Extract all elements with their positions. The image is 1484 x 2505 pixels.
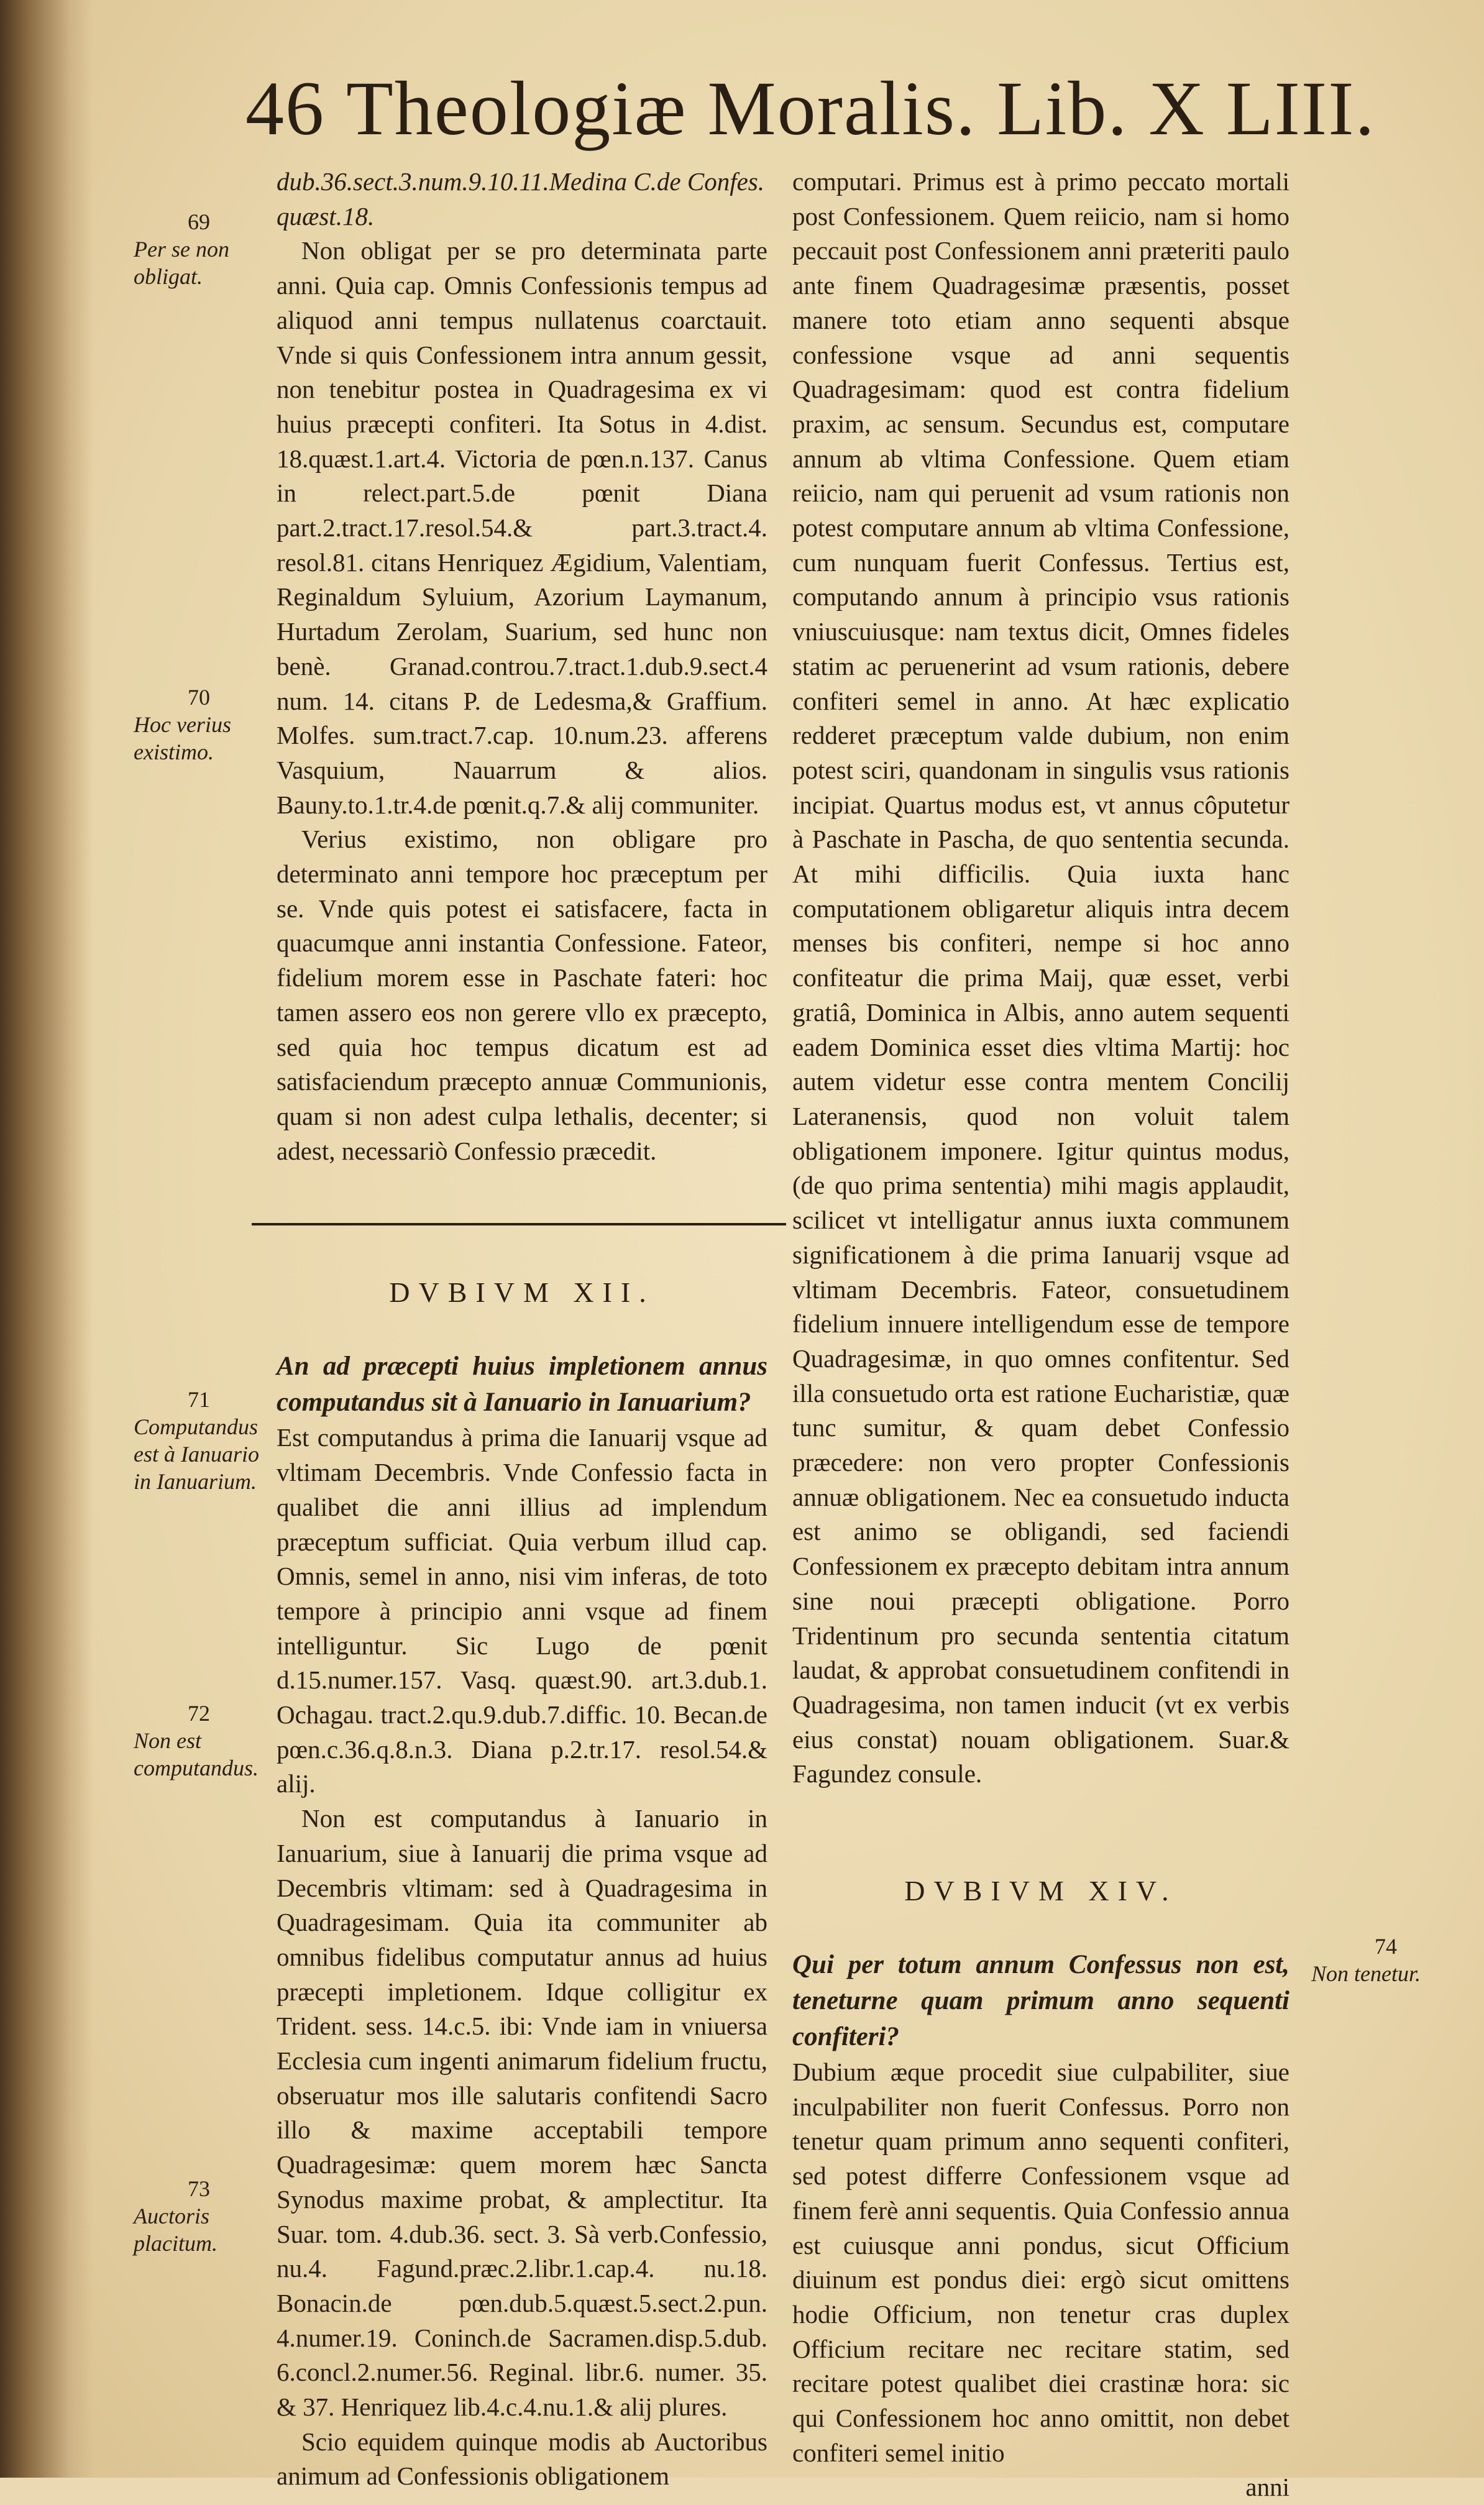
binding-gutter: [0, 0, 93, 2478]
margin-note-73: [134, 2175, 264, 2257]
margin-number-69: 69: [188, 209, 210, 234]
page-number: 46: [245, 66, 325, 151]
catchword: anni: [1245, 2473, 1289, 2502]
margin-number-74: 74: [1375, 1934, 1397, 1959]
paragraph-70: Verius existimo, non obligare pro determinato anni tempore hoc præceptum per se. Vnde quis potest ei satisfacere, facta in quacumque anni instantia Confessione. Fateor, fidelium morem esse in Paschate fateri: hoc tamen assero eos non gerere vllo ex præcepto, sed quia hoc tempus dicatum est ad satisfaciendum præcepto annuæ Communionis, quam si non adest culpa lethalis, decenter; si adest, necessariò Confessio præcedit.: [277, 825, 767, 1165]
paragraph-71: Est computandus à prima die Ianuarij vsque ad vltimam Decembris. Vnde Confessio facta in qualibet die anni illius ad implendum præceptum sufficiat. Quia verbum illud cap. Omnis, semel in anno, nisi vim inferas, de toto tempore à principio anni vsque ad finem intelliguntur. Sic Lugo de pœnit d.15.numer.157. Vasq. quæst.90. art.3.dub.1. Ochagau. tract.2.qu.9.dub.7.diffic. 10. Becan.de pœn.c.36.q.8.n.3. Diana p.2.tr.17. resol.54.& alij.: [277, 1423, 767, 1798]
intro-line-2: quæst.18.: [277, 201, 375, 231]
page-header: [245, 62, 1376, 155]
dubium-xii-question: An ad præcepti huius impletionem annus computandus sit à Ianuario in Ianuarium?: [277, 1352, 767, 1417]
margin-note-70: [134, 684, 264, 766]
intro-line-1: dub.36.sect.3.num.9.10.11.Medina C.de Confes.: [277, 167, 764, 196]
right-column: [792, 165, 1289, 2505]
paragraph-69: Non obligat per se pro determinata parte anni. Quia cap. Omnis Confessionis tempus ad aliquod anni tempus nullatenus coarctauit. Vnde si quis Confessionem intra annum gessit, non tenebitur postea in Quadragesima ex vi huius præcepti confiteri. Ita Sotus in 4.dist. 18.quæst.1.art.4. Victoria de pœn.n.137. Canus in relect.part.5.de pœnit Diana part.2.tract.17.resol.54.& part.3.tract.4. resol.81. citans Henriquez Ægidium, Valentiam, Reginaldum Syluium, Azorium Laymanum, Hurtadum Zerolam, Suarium, sed hunc non benè. Granad.controu.7.tract.1.dub.9.sect.4 num. 14. citans P. de Ledesma,& Graffium. Molfes. sum.tract.7.cap. 10.num.23. afferens Vasquium, Nauarrum & alios. Bauny.to.1.tr.4.de pœnit.q.7.& alij communiter.: [277, 236, 767, 819]
margin-number-73: 73: [188, 2176, 210, 2201]
running-title: Theologiæ Moralis. Lib. X LIII.: [346, 66, 1376, 151]
paragraph-continued: computari. Primus est à primo peccato mortali post Confessionem. Quem reiicio, nam si homo peccauit post Confessionem anni præteriti paulo ante finem Quadragesimæ præsentis, posset manere toto etiam anno sequenti absque confessione vsque ad anni sequentis Quadragesimam: quod est contra fidelium praxim, ac sensum. Secundus est, computare annum ab vltima Confessione. Quem etiam reiicio, nam qui peruenit ad vsum rationis non potest computare annum ab vltima Confessione, cum nunquam fuerit Confessus. Tertius est, computando annum à principio vsus rationis vniuscuiusque: nam textus dicit, Omnes fideles statim ac peruenerint ad vsum rationis, debere confiteri semel in anno. At hæc explicatio redderet præceptum valde dubium, non enim potest sciri, quandonam in singulis vsus rationis incipiat. Quartus modus est, vt annus côputetur à Paschate in Pascha, de quo sententia secunda. At mihi difficilis. Quia iuxta hanc computationem obligaretur aliquis intra decem menses bis confiteri, nempe si hoc anno confiteatur die prima Maij, quæ esset, verbi gratiâ, Dominica in Albis, anno autem sequenti eadem Dominica esset dies vltima Martij: hoc autem videtur esse contra mentem Concilij Lateranensis, quod non voluit talem obligationem imponere. Igitur quintus modus, (de quo prima sententia) mihi magis applaudit, scilicet vt intelligatur annus iuxta communem significationem à die prima Ianuarij vsque ad vltimam Decembris. Fateor, consuetudinem fidelium innuere intelligendum esse de tempore Quadragesimæ, in quo omnes confitentur. Sed illa consuetudo orta est ratione Eucharistiæ, quæ tunc sumitur, & quam debet Confessio præcedere: non vero propter Confessionis annuæ obligationem. Nec ea consuetudo inducta est animo se obligandi, sed faciendi Confessionem ex præcepto debitam intra annum sine noui præcepti obligatione. Porro Tridentinum pro secunda sententia citatum laudat, & approbat consuetudinem confitendi in Quadragesima, non tamen inducit (vt ex verbis eius constat) nouam obligationem. Suar.& Fagundez consule.: [792, 167, 1289, 1788]
margin-text-73: Auctoris placitum.: [134, 2204, 218, 2256]
margin-text-72: Non est computandus.: [134, 1728, 259, 1780]
dubium-xii-heading: DVBIVM XII.: [389, 1276, 655, 1309]
left-column: [277, 165, 767, 2494]
margin-number-71: 71: [188, 1387, 210, 1412]
margin-note-74: [1311, 1933, 1460, 1987]
margin-number-70: 70: [188, 685, 210, 710]
paragraph-74: Dubium æque procedit siue culpabiliter, siue inculpabiliter non fuerit Confessus. Porro non tenetur quam primum anno sequenti confiteri, sed potest differre Confessionem vsque ad finem ferè anni sequentis. Quia Confessio annua est cuiusque anni pondus, sicut Officium diuinum est pondus diei: ergò sicut omittens hodie Officium, non tenetur cras duplex Officium recitare nec recitare statim, sed recitare potest qualibet diei crastinæ hora: sic qui Confessionem hoc anno omittit, non debet confiteri semel initio: [792, 2058, 1289, 2467]
dubium-xiv-question: Qui per totum annum Confessus non est, teneturne quam primum anno sequenti confiteri?: [792, 1950, 1289, 2052]
margin-note-72: [134, 1700, 264, 1782]
paragraph-73: Scio equidem quinque modis ab Auctoribus animum ad Confessionis obligationem: [277, 2427, 767, 2491]
dubium-xiv-heading: DVBIVM XIV.: [904, 1875, 1178, 1907]
margin-text-71: Computandus est à Ianuario in Ianuarium.: [134, 1414, 259, 1494]
margin-note-71: [134, 1386, 264, 1495]
margin-text-70: Hoc verius existimo.: [134, 712, 231, 764]
margin-text-74: Non tenetur.: [1311, 1961, 1421, 1986]
paragraph-72: Non est computandus à Ianuario in Ianuarium, siue à Ianuarij die prima vsque ad Decembris vltimam: sed à Quadragesima in Quadragesimam. Quia ita communiter ab omnibus fidelibus computatur annus ad huius præcepti impletionem. Idque colligitur ex Trident. sess. 14.c.5. ibi: Vnde iam in vniuersa Ecclesia cum ingenti animarum fidelium fructu, obseruatur mos ille salutaris confitendi Sacro illo & maxime acceptabili tempore Quadragesimæ: quem morem hæc Sancta Synodus maxime probat, & amplectitur. Ita Suar. tom. 4.dub.36. sect. 3. Sà verb.Confessio, nu.4. Fagund.præc.2.libr.1.cap.4. nu.18. Bonacin.de pœn.dub.5.quæst.5.sect.2.pun. 4.numer.19. Coninch.de Sacramen.disp.5.dub. 6.concl.2.numer.56. Reginal. libr.6. numer. 35. & 37. Henriquez lib.4.c.4.nu.1.& alij plures.: [277, 1804, 767, 2422]
margin-number-72: 72: [188, 1701, 210, 1726]
margin-text-69: Per se non obligat.: [134, 237, 229, 289]
margin-note-69: [134, 208, 264, 290]
section-divider: [252, 1206, 786, 1243]
